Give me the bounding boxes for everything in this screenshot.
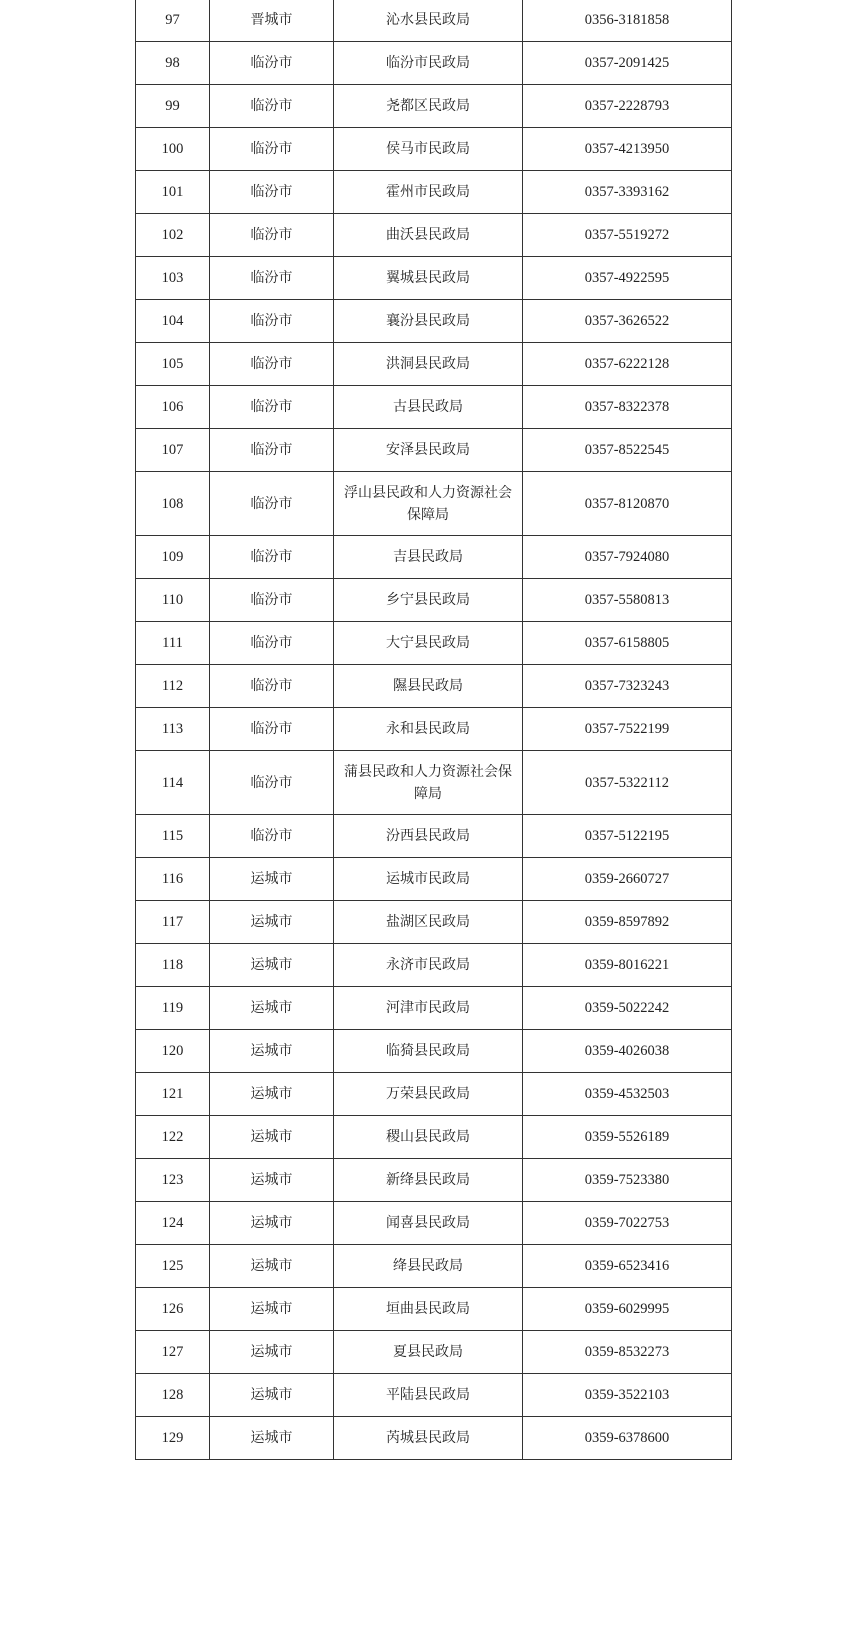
- phone-number: 0356-3181858: [523, 0, 732, 42]
- phone-number: 0357-3393162: [523, 171, 732, 214]
- office-name: 芮城县民政局: [334, 1417, 523, 1460]
- city-name: 临汾市: [210, 214, 334, 257]
- phone-number: 0357-8322378: [523, 386, 732, 429]
- city-name: 运城市: [210, 1159, 334, 1202]
- table-body: [136, 0, 732, 1460]
- city-name: 临汾市: [210, 579, 334, 622]
- table-row: [136, 42, 732, 85]
- office-name: 襄汾县民政局: [334, 300, 523, 343]
- office-name: 永济市民政局: [334, 944, 523, 987]
- row-number: 114: [136, 751, 210, 815]
- phone-number: 0357-2228793: [523, 85, 732, 128]
- office-name: 万荣县民政局: [334, 1073, 523, 1116]
- office-name: 乡宁县民政局: [334, 579, 523, 622]
- row-number: 97: [136, 0, 210, 42]
- table-row: [136, 386, 732, 429]
- city-name: 运城市: [210, 858, 334, 901]
- row-number: 113: [136, 708, 210, 751]
- city-name: 临汾市: [210, 472, 334, 536]
- table-row: [136, 579, 732, 622]
- phone-number: 0357-5580813: [523, 579, 732, 622]
- phone-number: 0357-5122195: [523, 815, 732, 858]
- phone-number: 0357-7522199: [523, 708, 732, 751]
- row-number: 123: [136, 1159, 210, 1202]
- table-row: [136, 1202, 732, 1245]
- phone-number: 0357-7323243: [523, 665, 732, 708]
- table-row: [136, 708, 732, 751]
- row-number: 102: [136, 214, 210, 257]
- civil-affairs-directory-table: [135, 0, 732, 1460]
- table-row: [136, 1030, 732, 1073]
- office-name: 隰县民政局: [334, 665, 523, 708]
- phone-number: 0359-6523416: [523, 1245, 732, 1288]
- office-name: 盐湖区民政局: [334, 901, 523, 944]
- row-number: 112: [136, 665, 210, 708]
- office-name: 蒲县民政和人力资源社会保障局: [334, 751, 523, 815]
- office-name: 吉县民政局: [334, 536, 523, 579]
- phone-number: 0359-5022242: [523, 987, 732, 1030]
- city-name: 运城市: [210, 1417, 334, 1460]
- row-number: 117: [136, 901, 210, 944]
- office-name: 霍州市民政局: [334, 171, 523, 214]
- table-row: [136, 815, 732, 858]
- city-name: 临汾市: [210, 815, 334, 858]
- office-name: 永和县民政局: [334, 708, 523, 751]
- table-row: [136, 0, 732, 42]
- office-name: 运城市民政局: [334, 858, 523, 901]
- row-number: 108: [136, 472, 210, 536]
- phone-number: 0359-4532503: [523, 1073, 732, 1116]
- table-row: [136, 1116, 732, 1159]
- city-name: 临汾市: [210, 42, 334, 85]
- phone-number: 0359-2660727: [523, 858, 732, 901]
- office-name: 垣曲县民政局: [334, 1288, 523, 1331]
- phone-number: 0357-3626522: [523, 300, 732, 343]
- phone-number: 0359-8532273: [523, 1331, 732, 1374]
- office-name: 绛县民政局: [334, 1245, 523, 1288]
- row-number: 98: [136, 42, 210, 85]
- office-name: 闻喜县民政局: [334, 1202, 523, 1245]
- table-row: [136, 300, 732, 343]
- city-name: 运城市: [210, 901, 334, 944]
- row-number: 107: [136, 429, 210, 472]
- row-number: 105: [136, 343, 210, 386]
- city-name: 临汾市: [210, 171, 334, 214]
- phone-number: 0359-8597892: [523, 901, 732, 944]
- table-row: [136, 1374, 732, 1417]
- office-name: 临汾市民政局: [334, 42, 523, 85]
- phone-number: 0359-4026038: [523, 1030, 732, 1073]
- city-name: 运城市: [210, 1245, 334, 1288]
- city-name: 运城市: [210, 987, 334, 1030]
- table-row: [136, 429, 732, 472]
- row-number: 104: [136, 300, 210, 343]
- office-name: 尧都区民政局: [334, 85, 523, 128]
- row-number: 127: [136, 1331, 210, 1374]
- city-name: 临汾市: [210, 85, 334, 128]
- row-number: 129: [136, 1417, 210, 1460]
- city-name: 临汾市: [210, 386, 334, 429]
- phone-number: 0357-8120870: [523, 472, 732, 536]
- table-row: [136, 472, 732, 536]
- phone-number: 0359-6378600: [523, 1417, 732, 1460]
- table-row: [136, 1159, 732, 1202]
- row-number: 101: [136, 171, 210, 214]
- row-number: 99: [136, 85, 210, 128]
- phone-number: 0359-7523380: [523, 1159, 732, 1202]
- office-name: 大宁县民政局: [334, 622, 523, 665]
- row-number: 115: [136, 815, 210, 858]
- row-number: 111: [136, 622, 210, 665]
- city-name: 临汾市: [210, 128, 334, 171]
- city-name: 运城市: [210, 1331, 334, 1374]
- office-name: 新绛县民政局: [334, 1159, 523, 1202]
- office-name: 洪洞县民政局: [334, 343, 523, 386]
- office-name: 汾西县民政局: [334, 815, 523, 858]
- city-name: 运城市: [210, 944, 334, 987]
- row-number: 124: [136, 1202, 210, 1245]
- city-name: 临汾市: [210, 751, 334, 815]
- office-name: 古县民政局: [334, 386, 523, 429]
- city-name: 临汾市: [210, 622, 334, 665]
- row-number: 119: [136, 987, 210, 1030]
- office-name: 夏县民政局: [334, 1331, 523, 1374]
- row-number: 103: [136, 257, 210, 300]
- office-name: 河津市民政局: [334, 987, 523, 1030]
- city-name: 运城市: [210, 1073, 334, 1116]
- row-number: 116: [136, 858, 210, 901]
- table-row: [136, 1073, 732, 1116]
- phone-number: 0359-7022753: [523, 1202, 732, 1245]
- row-number: 121: [136, 1073, 210, 1116]
- city-name: 临汾市: [210, 257, 334, 300]
- table-row: [136, 1331, 732, 1374]
- table-row: [136, 536, 732, 579]
- table-row: [136, 1417, 732, 1460]
- office-name: 翼城县民政局: [334, 257, 523, 300]
- city-name: 临汾市: [210, 665, 334, 708]
- phone-number: 0359-6029995: [523, 1288, 732, 1331]
- table-row: [136, 1245, 732, 1288]
- phone-number: 0359-8016221: [523, 944, 732, 987]
- table-row: [136, 128, 732, 171]
- phone-number: 0357-7924080: [523, 536, 732, 579]
- table-row: [136, 901, 732, 944]
- phone-number: 0357-6222128: [523, 343, 732, 386]
- office-name: 平陆县民政局: [334, 1374, 523, 1417]
- phone-number: 0357-6158805: [523, 622, 732, 665]
- city-name: 运城市: [210, 1374, 334, 1417]
- office-name: 侯马市民政局: [334, 128, 523, 171]
- office-name: 浮山县民政和人力资源社会保障局: [334, 472, 523, 536]
- table-row: [136, 214, 732, 257]
- city-name: 临汾市: [210, 536, 334, 579]
- phone-number: 0357-4922595: [523, 257, 732, 300]
- phone-number: 0357-2091425: [523, 42, 732, 85]
- row-number: 120: [136, 1030, 210, 1073]
- city-name: 临汾市: [210, 708, 334, 751]
- office-name: 曲沃县民政局: [334, 214, 523, 257]
- table-row: [136, 171, 732, 214]
- office-name: 安泽县民政局: [334, 429, 523, 472]
- office-name: 沁水县民政局: [334, 0, 523, 42]
- table-row: [136, 257, 732, 300]
- row-number: 128: [136, 1374, 210, 1417]
- row-number: 109: [136, 536, 210, 579]
- phone-number: 0359-3522103: [523, 1374, 732, 1417]
- office-name: 临猗县民政局: [334, 1030, 523, 1073]
- phone-number: 0357-4213950: [523, 128, 732, 171]
- city-name: 晋城市: [210, 0, 334, 42]
- row-number: 125: [136, 1245, 210, 1288]
- table-row: [136, 85, 732, 128]
- city-name: 运城市: [210, 1030, 334, 1073]
- city-name: 临汾市: [210, 429, 334, 472]
- table-row: [136, 622, 732, 665]
- phone-number: 0357-5519272: [523, 214, 732, 257]
- city-name: 临汾市: [210, 300, 334, 343]
- row-number: 122: [136, 1116, 210, 1159]
- city-name: 运城市: [210, 1288, 334, 1331]
- phone-number: 0359-5526189: [523, 1116, 732, 1159]
- table-row: [136, 343, 732, 386]
- office-name: 稷山县民政局: [334, 1116, 523, 1159]
- phone-number: 0357-5322112: [523, 751, 732, 815]
- city-name: 运城市: [210, 1202, 334, 1245]
- phone-number: 0357-8522545: [523, 429, 732, 472]
- table-row: [136, 1288, 732, 1331]
- row-number: 126: [136, 1288, 210, 1331]
- table-row: [136, 665, 732, 708]
- table-row: [136, 944, 732, 987]
- city-name: 临汾市: [210, 343, 334, 386]
- row-number: 110: [136, 579, 210, 622]
- table-row: [136, 987, 732, 1030]
- city-name: 运城市: [210, 1116, 334, 1159]
- table-row: [136, 751, 732, 815]
- row-number: 106: [136, 386, 210, 429]
- row-number: 118: [136, 944, 210, 987]
- table-row: [136, 858, 732, 901]
- row-number: 100: [136, 128, 210, 171]
